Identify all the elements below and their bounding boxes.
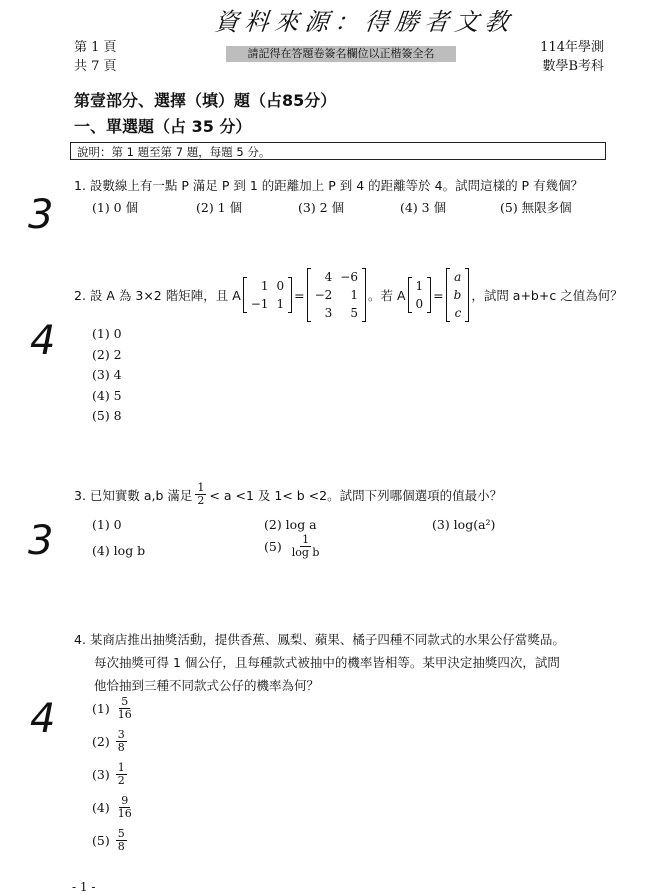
q3-stem xyxy=(74,482,502,507)
q1-text: 1. 設數線上有一點 P 滿足 P 到 1 的距離加上 P 到 4 的距離等於 4。試問這樣的 P 有幾個？ xyxy=(74,178,584,193)
q4-option-label: (1) xyxy=(92,701,110,716)
q3-option-5-label: (5) xyxy=(264,539,282,554)
q4-option-1 xyxy=(92,696,134,721)
matrix-cell: −1 xyxy=(250,297,269,311)
fraction-denominator: 2 xyxy=(197,494,205,507)
exam-info xyxy=(532,38,604,76)
section-title: 一、單選題（占 35 分） xyxy=(74,117,252,136)
matrix-cell: 1 xyxy=(350,288,358,302)
fraction-denominator: 8 xyxy=(117,840,125,853)
q4-line-3: 他恰抽到三種不同款式公仔的機率為何？ xyxy=(94,678,320,693)
matrix-cell: 1 xyxy=(276,297,285,311)
q2-matrix-1 xyxy=(243,277,292,313)
q2-mid: 。若 A xyxy=(367,288,406,303)
fraction-denominator: 8 xyxy=(117,741,125,754)
q4-option-fraction xyxy=(116,795,134,820)
q1-option-5: (5) 無限多個 xyxy=(500,200,572,215)
q2-equals: = xyxy=(294,287,305,303)
q3-option-5-fraction xyxy=(290,534,322,559)
q3-option-4: (4) log b xyxy=(92,543,146,558)
vector-cell: b xyxy=(453,288,462,302)
q3-suffix: < a <1 及 1< b <2。試問下列哪個選項的值最小？ xyxy=(209,487,503,503)
q4-line-1: 4. 某商店推出抽獎活動，提供香蕉、鳳梨、蘋果、橘子四種不同款式的水果公仔當獎品。 xyxy=(74,632,565,647)
part-title: 第壹部分、選擇（填）題（占85分） xyxy=(74,91,337,110)
q4-option-label: (3) xyxy=(92,767,110,782)
q2-vector-1 xyxy=(408,277,432,313)
q3-option-5 xyxy=(264,534,321,559)
q4-option-4 xyxy=(92,795,134,820)
fraction-numerator: 5 xyxy=(117,827,125,840)
fraction-denominator: 16 xyxy=(117,807,132,820)
q2-matrix-2 xyxy=(307,268,366,322)
q4-option-fraction xyxy=(116,762,127,787)
q1-option-1: (1) 0 個 xyxy=(92,200,139,215)
q2-option-2: (2) 2 xyxy=(92,347,122,362)
page-number xyxy=(74,38,117,76)
q4-option-fraction xyxy=(116,828,127,853)
q3-handwritten-answer: 3 xyxy=(28,518,54,564)
instruction-box: 說明：第 1 題至第 7 題，每題 5 分。 xyxy=(70,142,606,160)
vector-cell: a xyxy=(454,270,462,284)
q4-option-fraction xyxy=(116,696,134,721)
fraction-numerator: 1 xyxy=(302,533,310,546)
q1-option-4: (4) 3 個 xyxy=(400,200,447,215)
q2-prefix: 2. 設 A 為 3×2 階矩陣，且 A xyxy=(74,288,241,303)
q2-option-1: (1) 0 xyxy=(92,326,122,341)
fraction-numerator: 1 xyxy=(197,481,205,494)
q4-line-2: 每次抽獎可得 1 個公仔，且每種款式被抽中的機率皆相等。某甲決定抽獎四次，試問 xyxy=(94,655,560,670)
q4-option-3 xyxy=(92,762,127,787)
q4-option-5 xyxy=(92,828,127,853)
q3-option-2: (2) log a xyxy=(264,517,317,532)
fraction-numerator: 9 xyxy=(121,794,129,807)
matrix-cell: 0 xyxy=(276,279,285,293)
page-footer: - 1 - xyxy=(72,880,96,894)
q4-option-fraction xyxy=(116,729,127,754)
q1-option-3: (3) 2 個 xyxy=(298,200,345,215)
fraction-numerator: 1 xyxy=(117,761,125,774)
q3-option-1: (1) 0 xyxy=(92,517,122,532)
vector-cell: 1 xyxy=(415,279,424,293)
q4-option-label: (5) xyxy=(92,833,110,848)
vector-cell: 0 xyxy=(415,297,424,311)
matrix-cell: 5 xyxy=(350,306,358,320)
page-line-2: 共 7 頁 xyxy=(74,59,117,74)
q2-vector-2 xyxy=(446,268,470,322)
q2-stem xyxy=(74,268,623,322)
q2-option-3: (3) 4 xyxy=(92,367,122,382)
exam-year: 114年學測 xyxy=(540,40,604,55)
q1-handwritten-answer: 3 xyxy=(28,192,54,238)
matrix-cell: −6 xyxy=(340,270,358,284)
vector-cell: c xyxy=(454,306,462,320)
matrix-cell: 3 xyxy=(324,306,333,320)
matrix-cell: 4 xyxy=(324,270,333,284)
q4-option-label: (2) xyxy=(92,734,110,749)
q4-handwritten-answer: 4 xyxy=(30,696,56,742)
fraction-numerator: 5 xyxy=(121,695,129,708)
q2-equals-2: = xyxy=(433,287,444,303)
q2-option-4: (4) 5 xyxy=(92,388,122,403)
q2-handwritten-answer: 4 xyxy=(30,318,56,364)
fraction-denominator: 2 xyxy=(117,774,125,787)
q3-fraction xyxy=(195,482,206,507)
signature-notice: 請記得在答題卷簽名欄位以正楷簽全名 xyxy=(226,46,456,62)
q2-option-5: (5) 8 xyxy=(92,408,122,423)
fraction-denominator: log b xyxy=(291,546,320,559)
exam-subject: 數學B考科 xyxy=(542,59,604,74)
source-handwriting: 資料來源：得勝者文教 xyxy=(213,8,517,36)
q1-option-2: (2) 1 個 xyxy=(196,200,243,215)
matrix-cell: 1 xyxy=(260,279,269,293)
q3-option-3: (3) log(a²) xyxy=(432,517,496,532)
q4-option-label: (4) xyxy=(92,800,110,815)
matrix-cell: −2 xyxy=(314,288,333,302)
fraction-denominator: 16 xyxy=(117,708,132,721)
q3-prefix: 3. 已知實數 a,b 滿足 xyxy=(74,487,193,503)
q2-suffix: ，試問 a+b+c 之值為何？ xyxy=(471,288,623,303)
fraction-numerator: 3 xyxy=(117,728,125,741)
page-line-1: 第 1 頁 xyxy=(74,40,117,55)
q4-option-2 xyxy=(92,729,127,754)
